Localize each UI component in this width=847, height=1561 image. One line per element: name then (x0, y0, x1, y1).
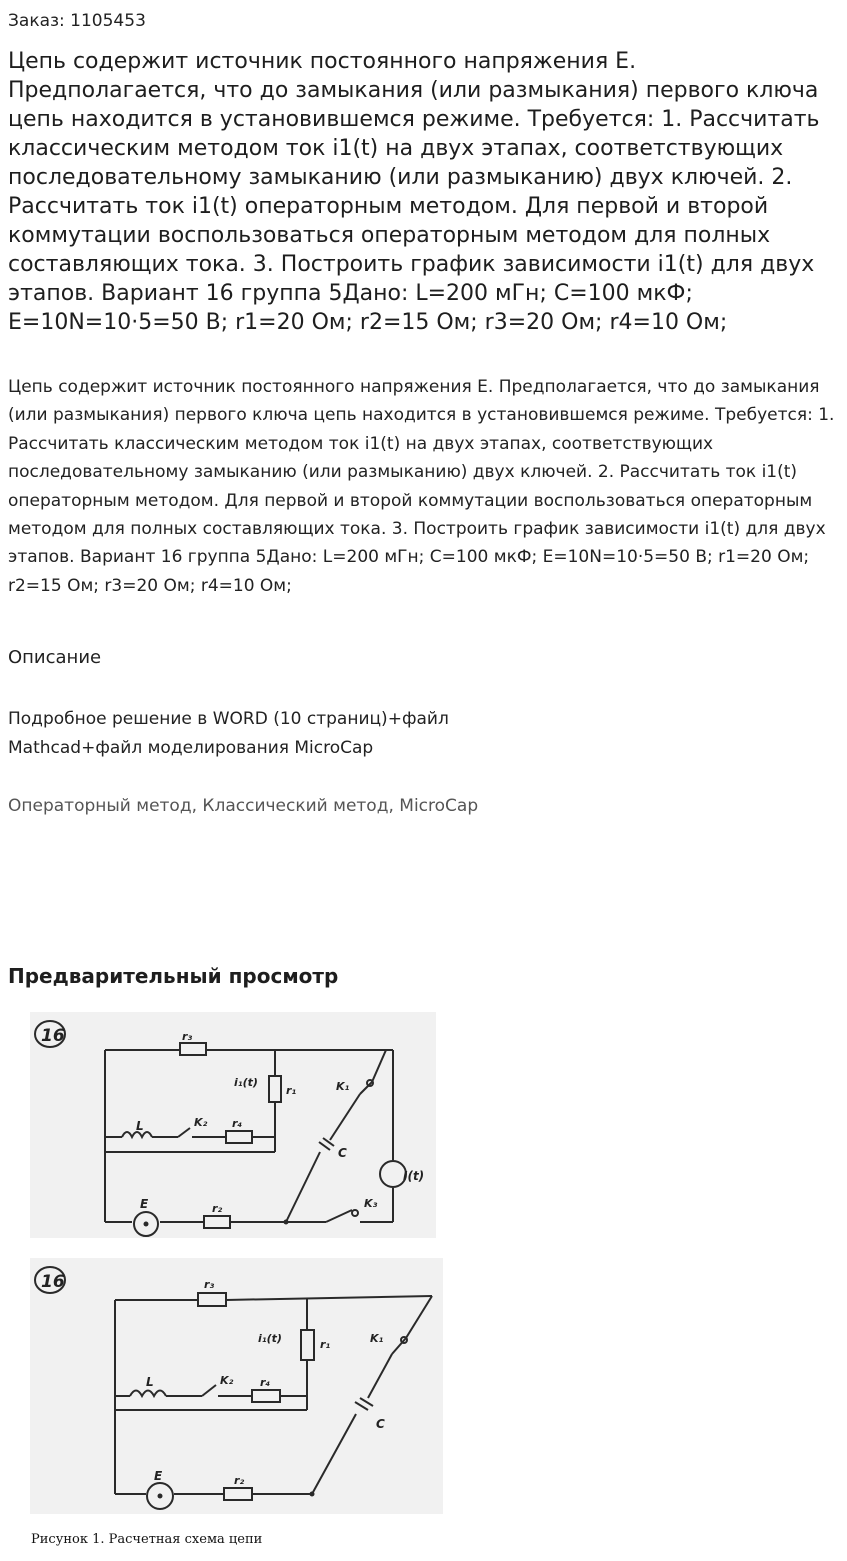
scan2-k2-label: K₂ (220, 1374, 234, 1387)
scan1-k2-label: K₂ (194, 1116, 208, 1129)
circuit-scan-2 (30, 1258, 443, 1514)
scan1-r4-label: r₄ (232, 1117, 243, 1130)
circuit-scan-1 (30, 1012, 436, 1238)
tag-list (8, 793, 478, 819)
scan2-C-label: C (376, 1417, 385, 1431)
scan2-L-label: L (146, 1375, 154, 1389)
preview-heading: Предварительный просмотр (8, 964, 339, 988)
circuit-diagram-2 (30, 1258, 443, 1514)
tag-separator: , (191, 796, 203, 816)
order-number: Заказ: 1105453 (8, 11, 146, 31)
circuit-diagram-1 (30, 1012, 436, 1238)
scan1-E-label: E (140, 1197, 149, 1211)
description-heading: Описание (8, 647, 102, 668)
description-text: Подробное решение в WORD (10 страниц)+файл Mathcad+файл моделирования MicroCap (8, 709, 449, 758)
scan1-i1-label: i₁(t) (234, 1076, 258, 1089)
tag-microcap[interactable]: MicroCap (399, 796, 479, 816)
scan1-r2-label: r₂ (212, 1202, 223, 1215)
scan2-E-label: E (154, 1469, 163, 1483)
scan2-variant-label: 16 (41, 1272, 65, 1292)
scan1-r1-label: r₁ (286, 1084, 297, 1097)
scan2-k1-label: K₁ (370, 1332, 384, 1345)
tag-classic-method[interactable]: Классический метод (202, 796, 389, 816)
scan1-k3-label: K₃ (364, 1197, 378, 1210)
scan2-i1-label: i₁(t) (258, 1332, 282, 1345)
scan1-k1-label: K₁ (336, 1080, 350, 1093)
scan2-r4-label: r₄ (260, 1376, 271, 1389)
scan1-C-label: C (338, 1146, 347, 1160)
task-text: Цепь содержит источник постоянного напряжения E. Предполагается, что до замыкания (или размыкания) первого ключа цепь находится в установившемся режиме. Требуется: 1. Рассчитать классическим методом ток i1(t) на двух этапах, соответствующих последовательному замыканию (или размыканию) двух ключей. 2. Рассчитать ток i1(t) операторным методом. Для первой и второй коммутации воспользоваться операторным методом для полных составляющих тока. 3. Построить график зависимости i1(t) для двух этапов. Вариант 16 группа 5Дано: L=200 мГн; C=100 мкФ; E=10N=10·5=50 В; r1=20 Ом; r2=15 Ом; r3=20 Ом; r4=10 Ом; (8, 377, 835, 596)
figure-caption: Рисунок 1. Расчетная схема цепи (31, 1532, 263, 1547)
page-title: Цепь содержит источник постоянного напряжения E. Предполагается, что до замыкания (или размыкания) первого ключа цепь находится в установившемся режиме. Требуется: 1. Рассчитать классическим методом ток i1(t) на двух этапах, соответствующих последовательному замыканию (или размыканию) двух ключей. 2. Рассчитать ток i1(t) операторным методом. Для первой и второй коммутации воспользоваться операторным методом для полных составляющих тока. 3. Построить график зависимости i1(t) для двух этапов. Вариант 16 группа 5Дано: L=200 мГн; C=100 мкФ; E=10N=10·5=50 В; r1=20 Ом; r2=15 Ом; r3=20 Ом; r4=10 Ом; (8, 49, 820, 335)
scan2-r2-label: r₂ (234, 1474, 245, 1487)
scan1-r3-label: r₃ (182, 1030, 193, 1043)
scan2-r1-label: r₁ (320, 1338, 331, 1351)
tag-separator: , (388, 796, 400, 816)
tag-operator-method[interactable]: Операторный метод (8, 796, 192, 816)
scan2-r3-label: r₃ (204, 1278, 215, 1291)
scan1-source-label: I(t) (403, 1169, 425, 1183)
scan1-variant-label: 16 (41, 1026, 65, 1046)
scan1-L-label: L (136, 1119, 144, 1133)
